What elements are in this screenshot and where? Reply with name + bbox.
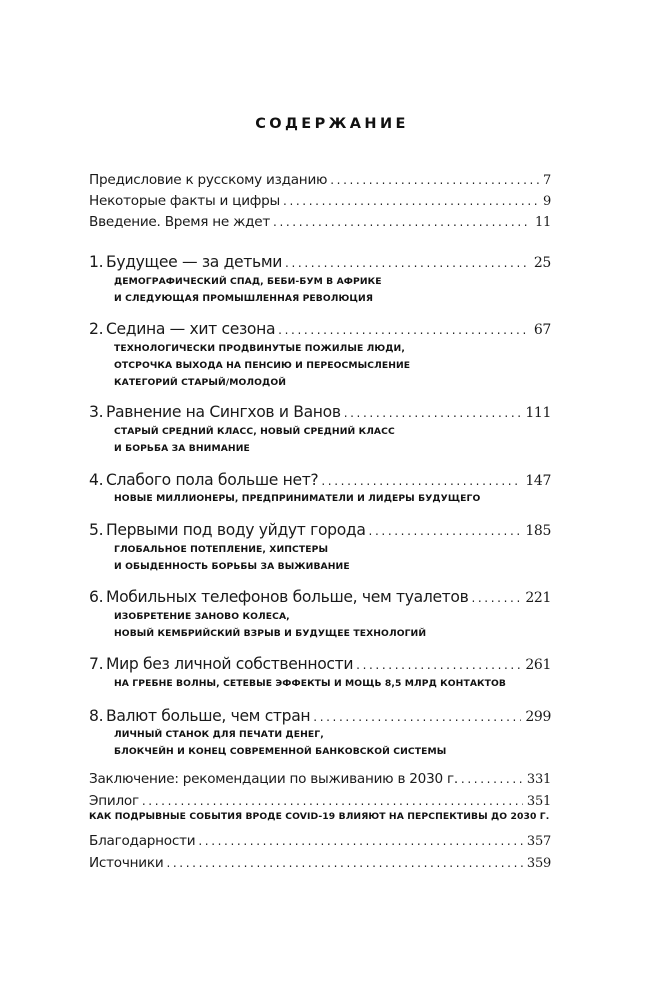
toc-entry-page: 299	[525, 709, 551, 725]
toc-entry-title: Предисловие к русскому изданию	[89, 172, 328, 188]
toc-chapter-3[interactable]	[89, 405, 551, 421]
toc-entry-facts[interactable]	[89, 195, 551, 209]
dot-leader	[285, 257, 530, 269]
dot-leader	[344, 407, 522, 419]
dot-leader	[356, 659, 521, 671]
toc-chapter-8[interactable]	[89, 709, 551, 725]
toc-entry-title: Введение. Время не ждет	[89, 214, 271, 230]
chapter-number: 6.	[89, 588, 104, 606]
toc-chapter-5[interactable]	[89, 523, 551, 539]
toc-entry-epilogue[interactable]	[89, 795, 551, 809]
epilogue-subtitle: КАК ПОДРЫВНЫЕ СОБЫТИЯ ВРОДЕ COVID-19 ВЛИЯЮТ НА ПЕРСПЕКТИВЫ ДО 2030 Г.	[89, 811, 550, 822]
toc-entry-page: 261	[525, 657, 551, 673]
dot-leader	[330, 174, 539, 186]
dot-leader	[278, 324, 530, 336]
toc-entry-page: 147	[525, 473, 551, 489]
toc-entry-page: 9	[542, 194, 551, 209]
toc-entry-title: Валют больше, чем стран	[106, 707, 311, 725]
chapter-subtitle: НА ГРЕБНЕ ВОЛНЫ, СЕТЕВЫЕ ЭФФЕКТЫ И МОЩЬ 8,5 МЛРД КОНТАКТОВ	[114, 678, 507, 689]
toc-entry-title: Седина — хит сезона	[106, 320, 276, 338]
toc-chapter-2[interactable]	[89, 322, 551, 338]
toc-entry-title: Мобильных телефонов больше, чем туалетов	[106, 588, 469, 606]
chapter-number: 3.	[89, 403, 104, 421]
toc-entry-page: 221	[525, 590, 551, 606]
toc-entry-introduction[interactable]	[89, 216, 551, 230]
toc-entry-acknowledgements[interactable]	[89, 835, 551, 849]
dot-leader	[283, 195, 539, 207]
toc-entry-title: Будущее — за детьми	[106, 253, 283, 271]
chapter-subtitle: СТАРЫЙ СРЕДНИЙ КЛАСС, НОВЫЙ СРЕДНИЙ КЛАСС И БОРЬБА ЗА ВНИМАНИЕ	[114, 426, 395, 454]
dot-leader	[273, 216, 531, 228]
chapter-subtitle: ГЛОБАЛЬНОЕ ПОТЕПЛЕНИЕ, ХИПСТЕРЫ И ОБЫДЕННОСТЬ БОРЬБЫ ЗА ВЫЖИВАНИЕ	[114, 544, 350, 572]
toc-entry-preface[interactable]	[89, 174, 551, 188]
chapter-number: 5.	[89, 521, 104, 539]
toc-entry-sources[interactable]	[89, 857, 551, 871]
toc-entry-page: 67	[533, 322, 551, 338]
toc-entry-title: Эпилог	[89, 793, 139, 809]
toc-entry-title: Благодарности	[89, 833, 196, 849]
toc-chapter-1[interactable]	[89, 255, 551, 271]
chapter-number: 7.	[89, 655, 104, 673]
toc-entry-title: Заключение: рекомендации по выживанию в 2030 г.	[89, 771, 458, 787]
chapter-number: 8.	[89, 707, 104, 725]
toc-chapter-4[interactable]	[89, 473, 551, 489]
chapter-number: 1.	[89, 253, 104, 271]
toc-entry-page: 359	[526, 856, 551, 871]
toc-entry-title: Равнение на Сингхов и Ванов	[106, 403, 341, 421]
toc-chapter-7[interactable]	[89, 657, 551, 673]
dot-leader	[166, 857, 522, 869]
toc-entry-title: Некоторые факты и цифры	[89, 193, 281, 209]
chapter-subtitle: ДЕМОГРАФИЧЕСКИЙ СПАД, БЕБИ-БУМ В АФРИКЕ И СЛЕДУЮЩАЯ ПРОМЫШЛЕННАЯ РЕВОЛЮЦИЯ	[114, 276, 382, 304]
toc-entry-page: 357	[526, 834, 551, 849]
toc-entry-page: 25	[533, 255, 551, 271]
toc-entry-conclusion[interactable]	[89, 773, 551, 787]
dot-leader	[461, 773, 523, 785]
toc-entry-page: 331	[526, 772, 551, 787]
toc-entry-page: 185	[525, 523, 551, 539]
dot-leader	[369, 525, 522, 537]
chapter-subtitle: ТЕХНОЛОГИЧЕСКИ ПРОДВИНУТЫЕ ПОЖИЛЫЕ ЛЮДИ, ОТСРОЧКА ВЫХОДА НА ПЕНСИЮ И ПЕРЕОСМЫСЛЕНИЕ КАТЕГОРИЙ СТАРЫЙ/МОЛОДОЙ	[114, 343, 411, 388]
dot-leader	[142, 795, 523, 807]
toc-entry-title: Мир без личной собственности	[106, 655, 354, 673]
toc-entry-title: Источники	[89, 855, 164, 871]
toc-entry-title: Первыми под воду уйдут города	[106, 521, 366, 539]
toc-entry-page: 11	[534, 215, 551, 230]
chapter-number: 4.	[89, 471, 104, 489]
toc-entry-page: 111	[525, 405, 551, 421]
toc-entry-page: 7	[542, 173, 551, 188]
page-title: СОДЕРЖАНИЕ	[255, 116, 409, 132]
chapter-subtitle: ИЗОБРЕТЕНИЕ ЗАНОВО КОЛЕСА, НОВЫЙ КЕМБРИЙСКИЙ ВЗРЫВ И БУДУЩЕЕ ТЕХНОЛОГИЙ	[114, 611, 427, 639]
chapter-number: 2.	[89, 320, 104, 338]
dot-leader	[313, 711, 521, 723]
toc-chapter-6[interactable]	[89, 590, 551, 606]
dot-leader	[471, 592, 521, 604]
toc-entry-page: 351	[526, 794, 551, 809]
dot-leader	[321, 475, 521, 487]
chapter-subtitle: НОВЫЕ МИЛЛИОНЕРЫ, ПРЕДПРИНИМАТЕЛИ И ЛИДЕРЫ БУДУЩЕГО	[114, 493, 481, 504]
dot-leader	[198, 835, 523, 847]
chapter-subtitle: ЛИЧНЫЙ СТАНОК ДЛЯ ПЕЧАТИ ДЕНЕГ, БЛОКЧЕЙН И КОНЕЦ СОВРЕМЕННОЙ БАНКОВСКОЙ СИСТЕМЫ	[114, 729, 447, 757]
toc-entry-title: Слабого пола больше нет?	[106, 471, 319, 489]
